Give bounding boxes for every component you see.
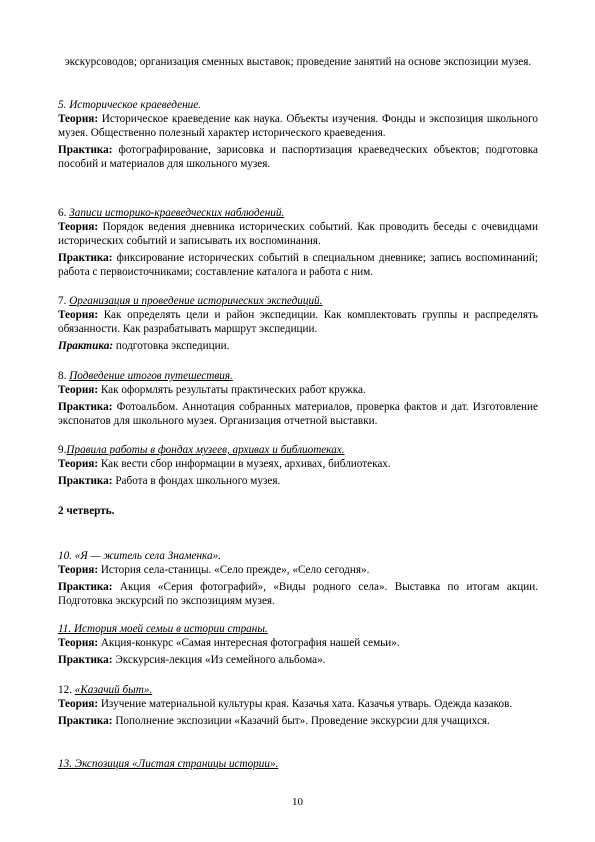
practice-label: Практика: [58,475,113,487]
section-8-heading [58,369,538,383]
section-5-title: 5. Историческое краеведение. [58,99,201,111]
practice-text: Работа в фондах школьного музея. [112,475,281,487]
section-7 [58,294,538,353]
section-7-heading [58,294,538,308]
section-7-theory [58,308,538,336]
section-7-number: 7. [58,295,70,307]
practice-label: Практика: [58,581,113,593]
practice-text: Экскурсия-лекция «Из семейного альбома». [112,654,326,666]
theory-text: Как определять цели и район экспедиции. Как комплектовать группы и распределять обязанности. Как разрабатывать маршрут экспедиции. [58,309,538,335]
theory-text: История села-станицы. «Село прежде», «Село сегодня». [98,564,370,576]
section-5 [58,98,538,171]
practice-label: Практика: [58,715,113,727]
practice-label: Практика: [58,340,114,352]
section-8-number: 8. [58,370,70,382]
practice-text: фотографирование, зарисовка и паспортизация краеведческих объектов; подготовка пособий и материалов для школьного музея. [58,144,538,170]
section-6-practice [58,251,538,279]
section-6-number: 6. [58,207,70,219]
theory-label: Теория: [58,637,99,649]
page-number: 10 [292,796,303,808]
section-9-heading [58,443,538,457]
practice-label: Практика: [58,654,113,666]
theory-label: Теория: [58,564,99,576]
section-13 [58,757,538,771]
practice-label: Практика: [58,252,113,264]
section-6-heading [58,206,538,220]
practice-text: подготовка экспедиции. [113,340,230,352]
theory-text: Как оформлять результаты практических работ кружка. [98,384,366,396]
section-5-practice [58,143,538,171]
section-7-title: Организация и проведение исторических экспедиций. [69,295,323,307]
section-11-practice [58,653,538,667]
section-6-title: Записи историко-краеведческих наблюдений. [69,207,285,219]
section-13-title: 13. Экспозиция «Листая страницы истории». [58,758,279,770]
section-11-theory [58,636,538,650]
practice-text: Акция «Серия фотографий», «Виды родного села». Выставка по итогам акции. Подготовка экскурсий по экспозициям музея. [58,581,538,607]
theory-label: Теория: [58,221,99,233]
theory-text: Историческое краеведение как наука. Объекты изучения. Фонды и экспозиция школьного музея. Общественно полезный характер исторического краеведения. [58,113,538,139]
theory-label: Теория: [58,698,99,710]
section-6-theory [58,220,538,248]
practice-label: Практика: [58,144,113,156]
section-11-title: 11. История моей семьи в истории страны. [58,623,268,635]
theory-text: Акция-конкурс «Самая интересная фотография нашей семьи». [98,637,400,649]
theory-text: Как вести сбор информации в музеях, архивах, библиотеках. [98,458,391,470]
section-8-theory [58,383,538,397]
section-7-practice [58,339,538,353]
section-9-theory [58,457,538,471]
section-9 [58,443,538,488]
theory-text: Порядок ведения дневника исторических событий. Как проводить беседы с очевидцами исторических событий и записывать их воспоминания. [58,221,538,247]
section-8 [58,369,538,428]
section-10-practice [58,580,538,608]
theory-label: Теория: [58,309,99,321]
practice-text: фиксирование исторических событий в специальном дневнике; запись воспоминаний; работа с первоисточниками; составление каталога и работа с ним. [58,252,538,278]
theory-label: Теория: [58,384,99,396]
practice-text: Фотоальбом. Аннотация собранных материалов, проверка фактов и дат. Изготовление экспонатов для школьного музея. Организация отчетной выставки. [58,401,538,427]
section-12-practice [58,714,538,728]
intro-text: экскурсоводов; организация сменных выставок; проведение занятий на основе экспозиции музея. [64,56,532,68]
section-10-theory [58,563,538,577]
section-8-practice [58,400,538,428]
section-12-theory [58,697,538,711]
section-12-heading [58,683,538,697]
section-8-title: Подведение итогов путешествия. [69,370,233,382]
section-5-theory [58,112,538,140]
section-9-title: Правила работы в фондах музеев, архивах и библиотеках. [66,444,345,456]
practice-label: Практика: [58,401,113,413]
theory-text: Изучение материальной культуры края. Казачья хата. Казачья утварь. Одежда казаков. [98,698,513,710]
section-10-title: 10. «Я — житель села Знаменка». [58,550,221,562]
section-11 [58,622,538,667]
section-9-practice [58,474,538,488]
section-10 [58,549,538,608]
section-12 [58,683,538,728]
quarter-heading: 2 четверть. [58,505,115,517]
section-12-number: 12. [58,684,75,696]
practice-text: Пополнение экспозиции «Казачий быт». Проведение экскурсии для учащихся. [112,715,490,727]
section-12-title: «Казачий быт». [74,684,153,696]
theory-label: Теория: [58,458,99,470]
theory-label: Теория: [58,113,99,125]
intro-paragraph [58,55,538,69]
section-9-number: 9. [58,444,67,456]
section-6 [58,206,538,279]
